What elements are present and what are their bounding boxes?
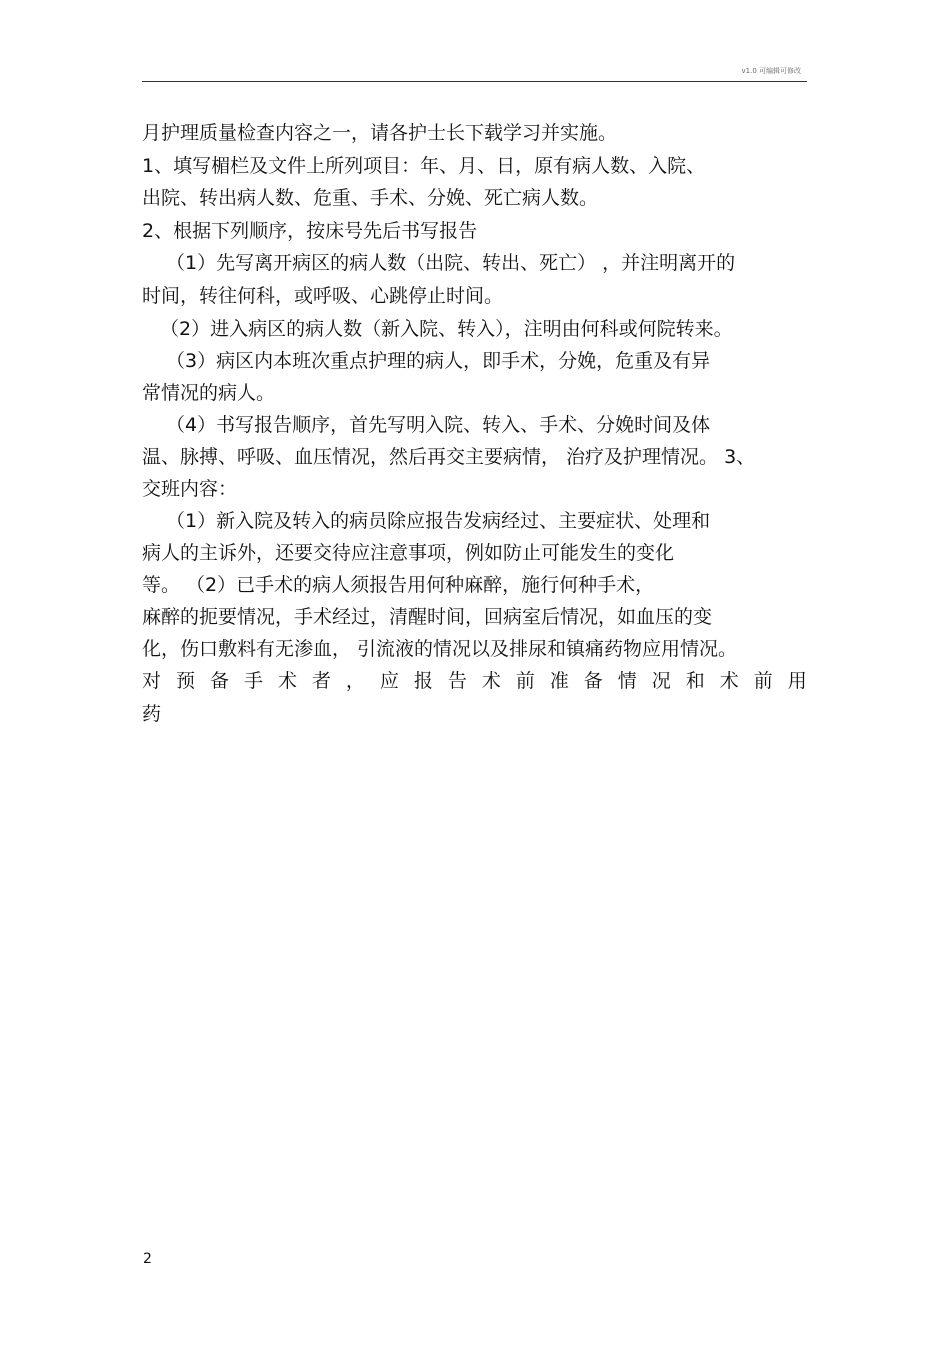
text-line: 出院、转出病人数、危重、手术、分娩、死亡病人数。 — [142, 187, 599, 209]
text-line: 2、根据下列顺序，按床号先后书写报告 — [142, 220, 478, 242]
justified-char: 术 — [277, 670, 297, 692]
text-line: 麻醉的扼要情况，手术经过，清醒时间，回病室后情况，如血压的变 — [142, 606, 713, 628]
justified-char: 准 — [549, 670, 569, 692]
justified-char: 前 — [515, 670, 535, 692]
justified-char: 况 — [651, 670, 671, 692]
justified-char: 对 — [142, 670, 162, 692]
justified-char: 情 — [617, 670, 637, 692]
text-line: 药 — [142, 703, 162, 725]
text-line: 时间，转往何科，或呼吸、心跳停止时间。 — [142, 285, 504, 307]
justified-char: 和 — [685, 670, 705, 692]
text-line: 月护理质量检查内容之一，请各护士长下载学习并实施。 — [142, 122, 618, 144]
justified-char: 备 — [583, 670, 603, 692]
text-line: 化，伤口敷料有无渗血， 引流液的情况以及排尿和镇痛药物应用情况。 — [142, 638, 738, 660]
justified-char: 用 — [787, 670, 807, 692]
version-note: v1.0 可编辑可修改 — [741, 67, 801, 75]
justified-char: 应 — [379, 670, 399, 692]
text-line: 病人的主诉外，还要交待应注意事项，例如防止可能发生的变化 — [142, 542, 675, 564]
text-line: 等。 （2）已手术的病人须报告用何种麻醉，施行何种手术， — [142, 574, 655, 596]
justified-char: 报 — [413, 670, 433, 692]
text-line: （1）新入院及转入的病员除应报告发病经过、主要症状、处理和 — [166, 510, 711, 532]
justified-text-line — [142, 666, 807, 696]
justified-char: 术 — [719, 670, 739, 692]
justified-char: 预 — [175, 670, 195, 692]
text-line: （3）病区内本班次重点护理的病人，即手术，分娩，危重及有异 — [166, 350, 711, 372]
justified-char: 告 — [447, 670, 467, 692]
text-line: （4）书写报告顺序，首先写明入院、转入、手术、分娩时间及体 — [166, 414, 711, 436]
page-header — [142, 66, 807, 80]
justified-char: ， — [345, 670, 365, 692]
justified-char: 手 — [243, 670, 263, 692]
justified-char: 前 — [753, 670, 773, 692]
text-line: 1、填写楣栏及文件上所列项目：年、月、日，原有病人数、入院、 — [142, 155, 706, 177]
text-line: （2）进入病区的病人数（新入院、转入），注明由何科或何院转来。 — [160, 318, 733, 340]
justified-char: 术 — [481, 670, 501, 692]
text-line: （1）先写离开病区的病人数（出院、转出、死亡） ，并注明离开的 — [166, 252, 736, 274]
justified-char: 者 — [311, 670, 331, 692]
text-line: 温、脉搏、呼吸、血压情况，然后再交主要病情， 治疗及护理情况。 3、 — [142, 446, 756, 468]
text-line: 常情况的病人。 — [142, 382, 276, 404]
page-number: 2 — [143, 1251, 152, 1267]
text-line: 交班内容： — [142, 478, 238, 500]
header-divider — [142, 81, 807, 82]
justified-char: 备 — [209, 670, 229, 692]
